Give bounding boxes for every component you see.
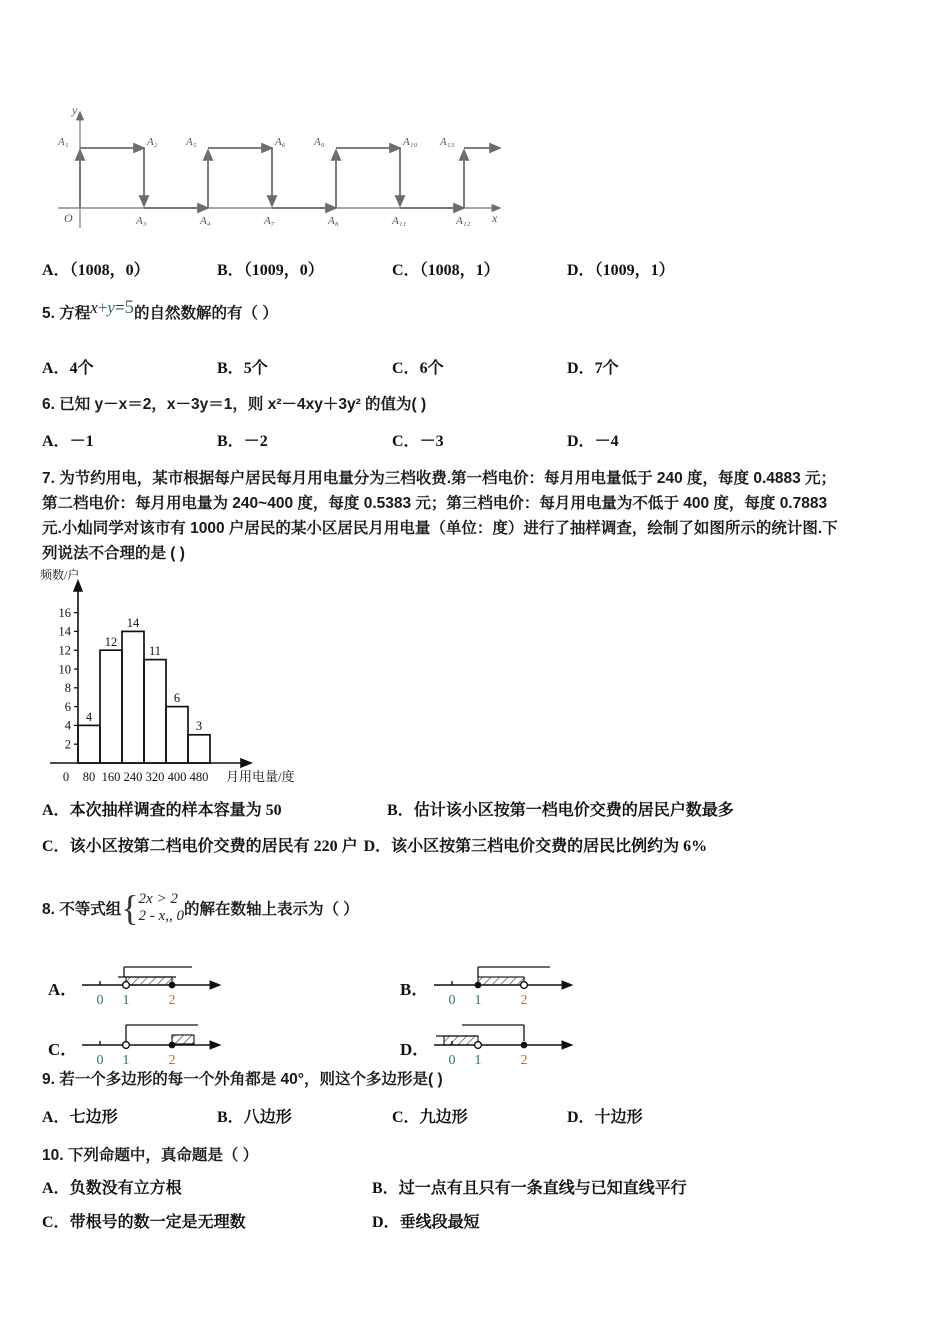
q7-option-a[interactable] bbox=[42, 797, 387, 820]
frequency-histogram bbox=[30, 565, 330, 790]
q9-option-a[interactable] bbox=[42, 1104, 217, 1127]
option-letter: B． bbox=[217, 262, 244, 279]
numberline-d bbox=[428, 1015, 598, 1071]
svg-text:12: 12 bbox=[58, 643, 71, 658]
option-text: （1009，1） bbox=[594, 262, 675, 279]
q7-stem-line2: 第二档电价：每月用电量为 240~400 度，每度 0.5383 元；第三档电价：每月用电量为不低于 400 度，每度 0.7883 bbox=[42, 495, 828, 512]
tick-label-2: 2 bbox=[168, 1053, 176, 1068]
point-label-a12: A₁₂ bbox=[456, 215, 471, 227]
option-text: 6个 bbox=[419, 360, 444, 377]
option-text: 垂线段最短 bbox=[399, 1214, 480, 1231]
q9-option-d[interactable] bbox=[567, 1104, 643, 1127]
q7-option-b[interactable] bbox=[387, 797, 734, 820]
point-label-a6: A₆ bbox=[275, 136, 286, 148]
option-text: 该小区按第三档电价交费的居民比例约为 6% bbox=[391, 838, 708, 855]
q4-option-d[interactable] bbox=[567, 257, 675, 280]
q9-option-c[interactable] bbox=[392, 1104, 567, 1127]
option-letter: A． bbox=[42, 802, 70, 819]
option-letter: D． bbox=[363, 838, 392, 855]
bin-edge-1: 80 bbox=[82, 770, 96, 784]
bin-edge-6: 480 bbox=[189, 770, 209, 784]
histogram-xlabel: 月用电量/度 bbox=[226, 769, 295, 784]
option-letter: C． bbox=[42, 838, 70, 855]
tick-label-2: 2 bbox=[520, 993, 528, 1008]
q5-number: 5. bbox=[42, 305, 55, 322]
eq-x: x bbox=[90, 298, 98, 317]
option-letter: B． bbox=[217, 1109, 244, 1126]
tick-label-1: 1 bbox=[474, 1053, 482, 1068]
histogram-y-ticks bbox=[59, 606, 79, 752]
q10-option-c[interactable] bbox=[42, 1209, 372, 1232]
point-label-a1: A₁ bbox=[58, 136, 69, 148]
option-letter: B． bbox=[372, 1180, 399, 1197]
option-text: 九边形 bbox=[419, 1109, 468, 1126]
q10-stem-text: 下列命题中，真命题是（ ） bbox=[67, 1147, 259, 1164]
q4-options-row bbox=[42, 257, 742, 280]
svg-text:14: 14 bbox=[58, 624, 71, 639]
numberline-b bbox=[428, 955, 598, 1011]
bin-edge-5: 400 bbox=[167, 770, 187, 784]
q6-options-row bbox=[42, 428, 742, 451]
numberline-a bbox=[76, 955, 246, 1011]
q4-option-a[interactable] bbox=[42, 257, 217, 280]
q9-number: 9. bbox=[42, 1071, 55, 1088]
staircase-figure bbox=[48, 100, 508, 235]
tick-label-0: 0 bbox=[96, 1053, 104, 1068]
q4-option-b[interactable] bbox=[217, 257, 392, 280]
option-text: 带根号的数一定是无理数 bbox=[69, 1214, 246, 1231]
bin-edge-0: 0 bbox=[62, 770, 70, 784]
tick-label-1: 1 bbox=[122, 993, 130, 1008]
option-text: 本次抽样调查的样本容量为 50 bbox=[69, 802, 282, 819]
q7-stem-line3: 元.小灿同学对该市有 1000 户居民的某小区居民月用电量（单位：度）进行了抽样调查，绘制了如图所示的统计图.下 bbox=[42, 520, 838, 537]
option-letter: C． bbox=[392, 433, 420, 450]
system-row-1: 2x > 2 bbox=[138, 891, 178, 907]
q9-stem-text: 若一个多边形的每一个外角都是 40°，则这个多边形是( ) bbox=[59, 1071, 443, 1088]
tick-label-1: 1 bbox=[122, 1053, 130, 1068]
q10-number: 10. bbox=[42, 1147, 64, 1164]
histogram-svg bbox=[30, 565, 330, 790]
option-letter: A． bbox=[48, 980, 78, 999]
system-row-2: 2 - x,, 0 bbox=[138, 908, 184, 924]
q9-stem bbox=[42, 1067, 802, 1093]
option-letter: D． bbox=[567, 262, 595, 279]
q10-option-b[interactable] bbox=[372, 1175, 687, 1198]
option-letter: C． bbox=[392, 262, 420, 279]
q10-options-row-1 bbox=[42, 1175, 802, 1198]
bar-value-0: 4 bbox=[85, 710, 93, 724]
q5-option-d[interactable] bbox=[567, 355, 619, 378]
svg-text:2: 2 bbox=[64, 737, 71, 752]
option-text: （1008，1） bbox=[419, 262, 500, 279]
tick-label-2: 2 bbox=[168, 993, 176, 1008]
option-text: －2 bbox=[243, 433, 268, 450]
q9-options-row bbox=[42, 1104, 742, 1127]
q8-stem-post: 的解在数轴上表示为（ ） bbox=[183, 901, 359, 918]
numberline-c bbox=[76, 1015, 246, 1071]
q5-equation bbox=[90, 298, 134, 317]
option-letter: C． bbox=[392, 1109, 420, 1126]
q7-number: 7. bbox=[42, 470, 55, 487]
bar-value-5: 3 bbox=[195, 719, 203, 733]
histogram-bar-3 bbox=[144, 660, 166, 763]
option-text: －4 bbox=[594, 433, 619, 450]
tick-label-1: 1 bbox=[474, 993, 482, 1008]
option-letter: B． bbox=[217, 360, 244, 377]
axis-label-y: y bbox=[72, 103, 78, 117]
q10-option-a[interactable] bbox=[42, 1175, 372, 1198]
staircase-svg bbox=[48, 100, 508, 235]
q7-options-row-1 bbox=[42, 797, 922, 820]
q9-option-b[interactable] bbox=[217, 1104, 392, 1127]
point-label-a10: A₁₀ bbox=[403, 136, 418, 148]
q7-options-row-2 bbox=[42, 833, 922, 856]
option-text: 估计该小区按第一档电价交费的居民户数最多 bbox=[413, 802, 734, 819]
option-text: －1 bbox=[69, 433, 94, 450]
q7-stem-line4: 列说法不合理的是 ( ) bbox=[42, 545, 185, 562]
option-text: 过一点有且只有一条直线与已知直线平行 bbox=[398, 1180, 687, 1197]
option-letter: D． bbox=[567, 1109, 595, 1126]
svg-text:4: 4 bbox=[64, 718, 71, 733]
point-label-a13: A₁₃ bbox=[440, 136, 455, 148]
point-label-a5: A₅ bbox=[186, 136, 197, 148]
svg-text:8: 8 bbox=[64, 681, 71, 696]
option-text: （1008，0） bbox=[69, 262, 150, 279]
q6-option-a[interactable] bbox=[42, 428, 217, 451]
svg-text:6: 6 bbox=[64, 699, 71, 714]
q5-option-c[interactable] bbox=[392, 355, 567, 378]
option-letter: C． bbox=[48, 1040, 78, 1059]
tick-label-0: 0 bbox=[96, 993, 104, 1008]
option-text: 七边形 bbox=[69, 1109, 118, 1126]
axis-label-origin: O bbox=[64, 211, 73, 225]
option-letter: D． bbox=[400, 1040, 430, 1059]
point-label-a7: A₇ bbox=[264, 215, 275, 227]
svg-text:10: 10 bbox=[58, 662, 71, 677]
option-letter: B． bbox=[400, 980, 429, 999]
tick-label-0: 0 bbox=[448, 1053, 456, 1068]
histogram-bar-5 bbox=[188, 735, 210, 763]
option-letter: A． bbox=[42, 1109, 70, 1126]
point-label-a3: A₃ bbox=[136, 215, 147, 227]
tick-label-0: 0 bbox=[448, 993, 456, 1008]
bin-edge-2: 160 bbox=[101, 770, 121, 784]
histogram-bar-2 bbox=[122, 631, 144, 763]
q5-option-b[interactable] bbox=[217, 355, 392, 378]
option-letter: D． bbox=[567, 360, 595, 377]
q10-option-d[interactable] bbox=[372, 1209, 480, 1232]
q7-stem-line1: 7. 为节约用电，某市根据每户居民每月用电量分为三档收费.第一档电价：每月用电量低于 240 度，每度 0.4883 元； bbox=[42, 470, 837, 487]
bar-value-3: 11 bbox=[148, 644, 162, 658]
q6-option-c[interactable] bbox=[392, 428, 567, 451]
eq-equals: = bbox=[114, 298, 125, 317]
bar-value-1: 12 bbox=[104, 635, 118, 649]
q8-option-d[interactable] bbox=[400, 1015, 600, 1073]
option-text: 该小区按第二档电价交费的居民有 220 户 bbox=[69, 838, 358, 855]
q4-option-c[interactable] bbox=[392, 257, 567, 280]
option-text: 4个 bbox=[69, 360, 94, 377]
histogram-bar-1 bbox=[100, 650, 122, 763]
eq-five: 5 bbox=[124, 297, 135, 318]
q8-stem-pre: 不等式组 bbox=[59, 901, 122, 918]
histogram-bars bbox=[78, 631, 210, 763]
q8-stem bbox=[42, 888, 742, 928]
option-letter: B． bbox=[217, 433, 244, 450]
bar-value-4: 6 bbox=[173, 691, 181, 705]
axis-label-x: x bbox=[492, 211, 498, 225]
bar-value-2: 14 bbox=[126, 616, 140, 630]
q10-options-row-2 bbox=[42, 1209, 802, 1232]
bin-edge-3: 240 bbox=[123, 770, 143, 784]
option-letter: A． bbox=[42, 360, 70, 377]
q8-option-a[interactable] bbox=[48, 955, 248, 1013]
point-label-a11: A₁₁ bbox=[392, 215, 407, 227]
q6-number: 6. bbox=[42, 396, 55, 413]
tick-label-2: 2 bbox=[520, 1053, 528, 1068]
option-letter: C． bbox=[392, 360, 420, 377]
option-letter: A． bbox=[42, 262, 70, 279]
bin-edge-4: 320 bbox=[145, 770, 165, 784]
option-text: 7个 bbox=[594, 360, 619, 377]
svg-text:16: 16 bbox=[58, 605, 71, 620]
option-text: 5个 bbox=[243, 360, 268, 377]
histogram-x-ticks bbox=[63, 770, 209, 784]
q5-options-row bbox=[42, 355, 742, 378]
histogram-bar-0 bbox=[78, 725, 100, 763]
option-text: 八边形 bbox=[243, 1109, 292, 1126]
q7-option-c[interactable] bbox=[42, 833, 358, 856]
option-letter: C． bbox=[42, 1214, 70, 1231]
q8-inequality-system: { 2x > 2 2 - x,, 0 bbox=[121, 888, 184, 928]
q6-stem bbox=[42, 392, 802, 418]
q10-stem bbox=[42, 1143, 802, 1169]
q8-number: 8. bbox=[42, 901, 55, 918]
eq-y: y bbox=[107, 298, 115, 317]
point-label-a8: A₈ bbox=[328, 215, 339, 227]
q6-option-d[interactable] bbox=[567, 428, 619, 451]
point-label-a4: A₄ bbox=[200, 215, 211, 227]
q8-option-c[interactable] bbox=[48, 1015, 248, 1073]
q7-option-d[interactable] bbox=[364, 833, 708, 856]
option-letter: A． bbox=[42, 1180, 70, 1197]
point-label-a9: A₉ bbox=[314, 136, 325, 148]
option-text: 十边形 bbox=[594, 1109, 643, 1126]
q5-stem-post: 的自然数解的有（ ） bbox=[134, 305, 278, 322]
q8-option-b[interactable] bbox=[400, 955, 600, 1013]
q7-stem bbox=[42, 466, 922, 566]
option-letter: D． bbox=[567, 433, 595, 450]
q5-stem bbox=[42, 297, 742, 327]
option-text: （1009，0） bbox=[243, 262, 324, 279]
eq-plus: + bbox=[97, 298, 108, 317]
point-label-a2: A₂ bbox=[147, 136, 158, 148]
histogram-bar-4 bbox=[166, 707, 188, 763]
option-letter: A． bbox=[42, 433, 70, 450]
option-letter: B． bbox=[387, 802, 414, 819]
option-letter: D． bbox=[372, 1214, 400, 1231]
q6-option-b[interactable] bbox=[217, 428, 392, 451]
q5-option-a[interactable] bbox=[42, 355, 217, 378]
q6-stem-text: 已知 y－x＝2，x－3y＝1，则 x²－4xy＋3y² 的值为( ) bbox=[59, 396, 427, 413]
histogram-ylabel: 频数/户 bbox=[40, 568, 80, 582]
option-text: 负数没有立方根 bbox=[69, 1180, 182, 1197]
q5-stem-pre: 方程 bbox=[59, 305, 91, 322]
option-text: －3 bbox=[419, 433, 444, 450]
